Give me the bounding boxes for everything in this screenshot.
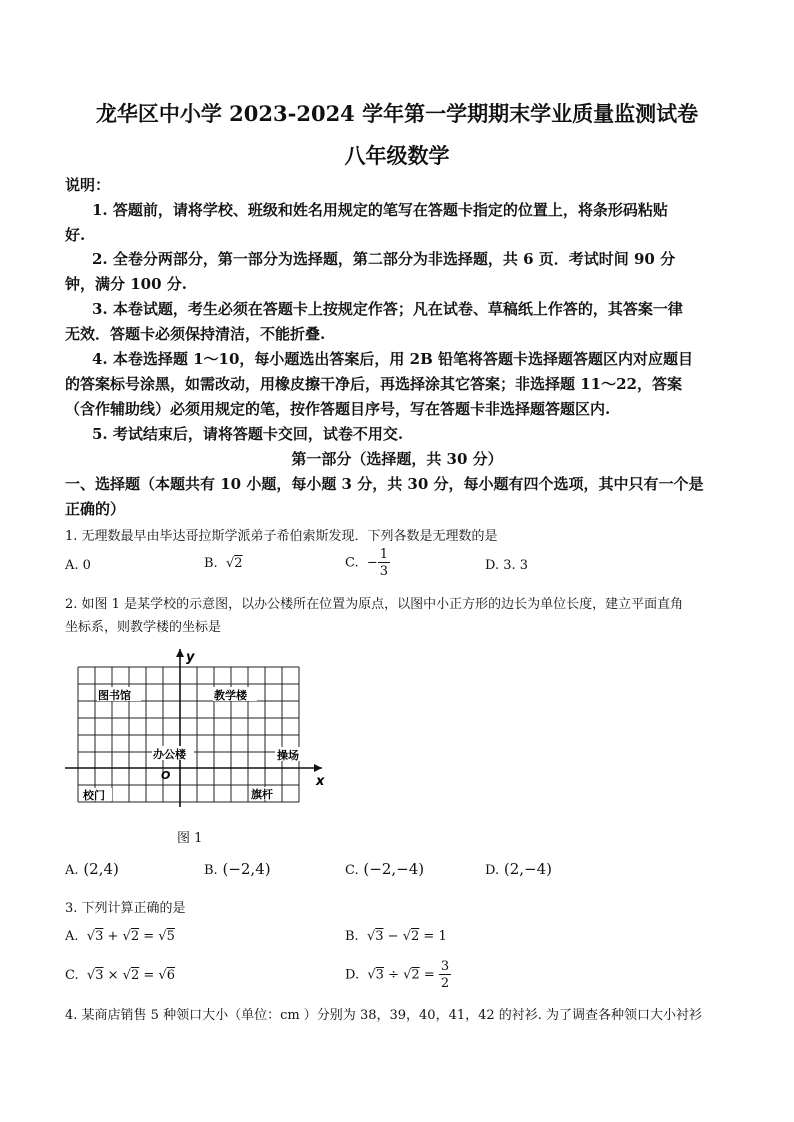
q3-option-d: D. √3 ÷ √2 = $\frac{3}{2}$ [345, 959, 450, 991]
q2-option-a: A. (2,4) [65, 860, 119, 878]
q1-option-b: B. √2 [204, 556, 243, 571]
x-axis-arrow [314, 764, 322, 772]
q4-stem: 4. 某商店销售 5 种领口大小（单位：cm ）分别为 38，39，40，41，42 的衬衫. 为了调查各种领口大小衬衫 [65, 1008, 703, 1023]
section-heading-cont: 正确的） [65, 500, 126, 518]
q3-option-a: A. √3 + √2 = √5 [65, 929, 175, 944]
q1-option-a: A. 0 [65, 558, 91, 573]
exam-subtitle: 八年级数学 [344, 143, 450, 168]
figure-caption: 图 1 [177, 831, 203, 846]
q2-stem: 2. 如图 1 是某学校的示意图，以办公楼所在位置为原点，以图中小正方形的边长为单位长度，建立平面直角 [65, 597, 684, 612]
y-axis-arrow [176, 649, 184, 657]
section-heading: 一、选择题（本题共有 10 小题，每小题 3 分，共 30 分，每小题有四个选项，其中只有一个是 [65, 475, 704, 493]
label-teaching-building: 教学楼 [214, 689, 247, 702]
label-x-axis: x [316, 774, 325, 789]
instruction-4: 4. 本卷选择题 1～10，每小题选出答案后，用 2B 铅笔将答题卡选择题答题区内对应题目 [92, 350, 693, 368]
instruction-2-cont: 钟，满分 100 分. [65, 275, 187, 293]
q1-option-d: D. 3. 3 [485, 558, 529, 573]
instruction-5: 5. 考试结束后，请将答题卡交回，试卷不用交. [92, 425, 404, 443]
instruction-1: 1. 答题前，请将学校、班级和姓名用规定的笔写在答题卡指定的位置上，将条形码粘贴 [92, 201, 668, 219]
q3-option-c: C. √3 × √2 = √6 [65, 968, 175, 983]
label-origin: O [161, 769, 171, 782]
q3-option-b: B. √3 − √2 = 1 [345, 929, 447, 944]
instructions-label: 说明： [65, 176, 111, 194]
label-library: 图书馆 [98, 689, 131, 702]
label-office-building: 办公楼 [153, 748, 186, 761]
instruction-4-cont2: （含作辅助线）必须用规定的笔，按作答题目序号，写在答题卡非选择题答题区内. [65, 400, 611, 418]
q3-stem: 3. 下列计算正确的是 [65, 901, 186, 916]
label-playground: 操场 [277, 749, 299, 762]
q2-option-d: D. (2,−4) [485, 860, 553, 878]
exam-title: 龙华区中小学 2023-2024 学年第一学期期末学业质量监测试卷 [95, 101, 699, 126]
q1-stem: 1. 无理数最早由毕达哥拉斯学派弟子希伯索斯发现．下列各数是无理数的是 [65, 529, 498, 544]
q2-option-c: C. (−2,−4) [345, 860, 425, 878]
part1-heading: 第一部分（选择题，共 30 分） [291, 450, 503, 468]
label-school-gate: 校门 [83, 789, 105, 802]
school-map-figure [60, 645, 340, 810]
instruction-3-cont: 无效．答题卡必须保持清洁，不能折叠. [65, 325, 326, 343]
label-flagpole: 旗杆 [251, 788, 273, 801]
q2-stem-cont: 坐标系，则教学楼的坐标是 [65, 620, 222, 635]
instruction-3: 3. 本卷试题，考生必须在答题卡上按规定作答；凡在试卷、草稿纸上作答的，其答案一律 [92, 300, 683, 318]
q2-option-b: B. (−2,4) [204, 860, 271, 878]
q1-option-c: C. − $\frac{1}{3}$ [345, 547, 389, 579]
instruction-2: 2. 全卷分两部分，第一部分为选择题，第二部分为非选择题，共 6 页．考试时间 90 分 [92, 250, 676, 268]
instruction-1-cont: 好. [65, 226, 86, 244]
instruction-4-cont1: 的答案标号涂黑，如需改动，用橡皮擦干净后，再选择涂其它答案；非选择题 11～22，答案 [65, 375, 682, 393]
label-y-axis: y [186, 650, 195, 665]
